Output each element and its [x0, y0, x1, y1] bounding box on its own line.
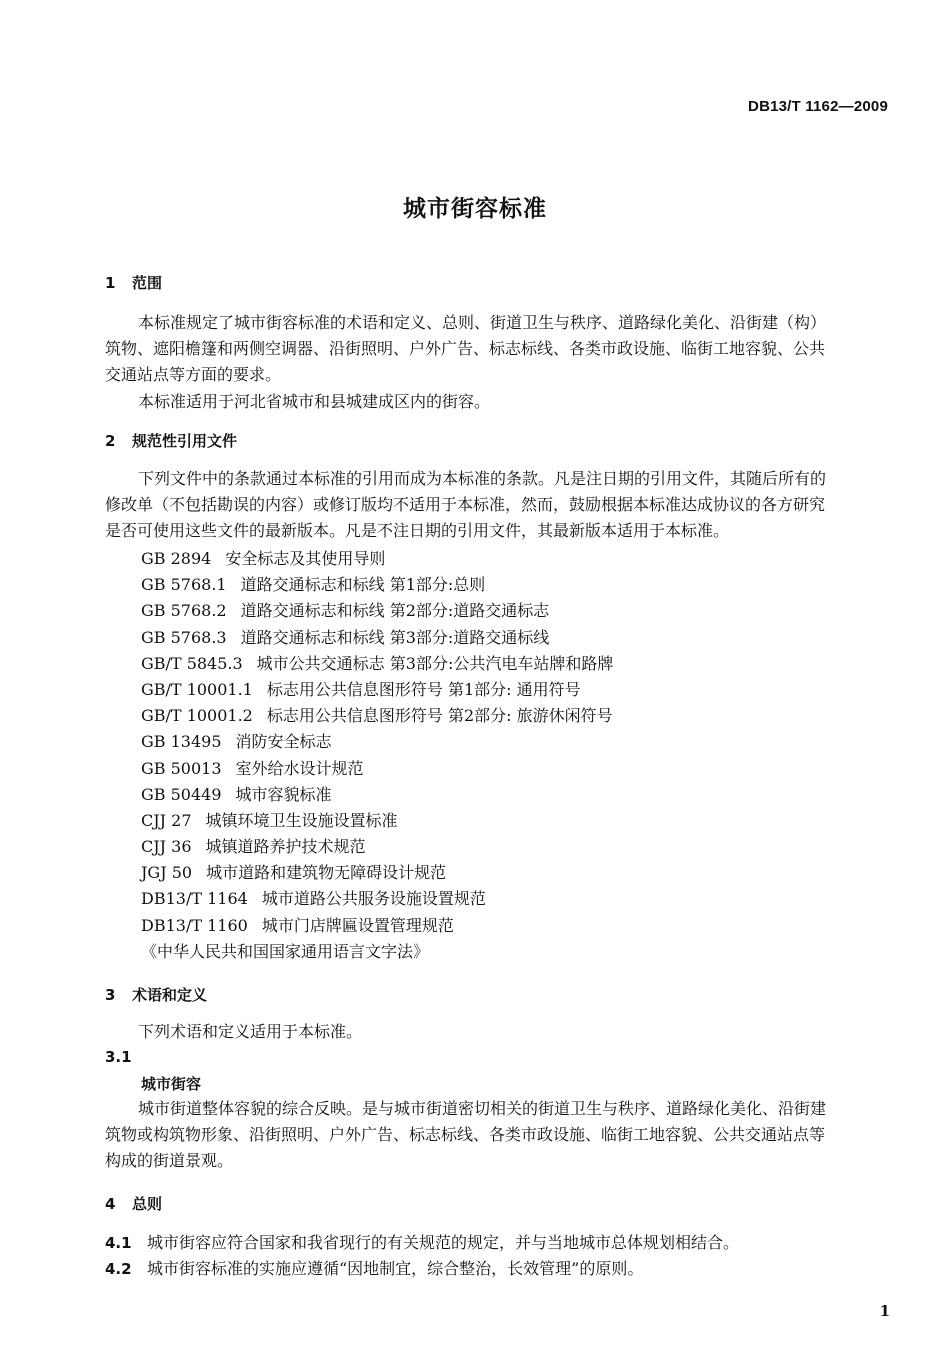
text-line: 下列术语和定义适用于本标准。: [138, 1022, 363, 1041]
reference-name: 城市道路公共服务设施设置规范: [261, 889, 486, 909]
clause-number: 4.1: [105, 1234, 132, 1252]
reference-code: GB 13495: [141, 732, 222, 752]
reference-item: [141, 651, 613, 677]
reference-code: DB13/T 1164: [141, 889, 248, 909]
reference-item: [141, 598, 613, 624]
section-title: 总则: [132, 1195, 163, 1213]
section-3-paragraph-1: [105, 1019, 887, 1045]
reference-item: [141, 939, 613, 965]
reference-code: CJJ 27: [141, 810, 192, 830]
reference-name: 标志用公共信息图形符号 第2部分: 旅游休闲符号: [266, 706, 613, 726]
text-line: 修改单（不包括勘误的内容）或修订版均不适用于本标准，然而，鼓励根据本标准达成协议的各方研究: [105, 495, 826, 514]
reference-item: [141, 782, 613, 808]
reference-item: [141, 834, 613, 860]
text-line: 下列文件中的条款通过本标准的引用而成为本标准的条款。凡是注日期的引用文件，其随后所有的: [138, 469, 827, 488]
section-1-paragraph-1: [105, 310, 887, 388]
clause-4-1: [105, 1230, 739, 1253]
section-title: 术语和定义: [132, 986, 208, 1004]
reference-code: GB 2894: [141, 549, 212, 568]
text-line: 交通站点等方面的要求。: [105, 365, 282, 384]
section-number: 2: [105, 432, 116, 450]
reference-item: [141, 546, 613, 572]
reference-code: GB 5768.3: [141, 627, 227, 647]
reference-name: 城镇道路养护技术规范: [205, 837, 366, 857]
text-line: 筑物、遮阳檐篷和两侧空调器、沿街照明、户外广告、标志标线、各类市政设施、临街工地容貌、公共: [105, 339, 826, 358]
reference-name: 城市容貌标准: [235, 784, 332, 804]
reference-item: [141, 729, 613, 755]
document-number: DB13/T 1162—2009: [748, 98, 888, 115]
reference-item: [141, 860, 613, 886]
section-title: 规范性引用文件: [132, 432, 238, 450]
subclause-number: 3.1: [105, 1048, 132, 1066]
section-2-paragraph-1: [105, 466, 887, 544]
text-line: 是否可使用这些文件的最新版本。凡是不注日期的引用文件，其最新版本适用于本标准。: [105, 521, 730, 540]
reference-item: [141, 913, 613, 939]
reference-code: GB/T 10001.2: [141, 706, 253, 726]
text-line: 筑物或构筑物形象、沿街照明、户外广告、标志标线、各类市政设施、临街工地容貌、公共交通站点等: [105, 1125, 826, 1144]
reference-item: [141, 572, 613, 598]
reference-code: GB 50013: [141, 758, 222, 778]
reference-code: CJJ 36: [141, 837, 192, 857]
section-title: 范围: [132, 274, 163, 292]
section-number: 4: [105, 1195, 116, 1213]
reference-code: GB/T 5845.3: [141, 653, 243, 673]
clause-text: 城市街容标准的实施应遵循“因地制宜，综合整治，长效管理”的原则。: [147, 1259, 644, 1278]
clause-number: 4.2: [105, 1260, 132, 1278]
clause-4-2: [105, 1256, 643, 1279]
reference-name: 道路交通标志和标线 第2部分:道路交通标志: [240, 601, 550, 621]
reference-name: 室外给水设计规范: [235, 758, 364, 778]
reference-item: [141, 625, 613, 651]
reference-code: GB/T 10001.1: [141, 679, 253, 699]
section-2-heading: [105, 430, 237, 451]
reference-name: 城市公共交通标志 第3部分:公共汽电车站牌和路牌: [256, 653, 614, 673]
section-1-heading: [105, 272, 162, 293]
page-number: 1: [879, 1302, 890, 1320]
document-title: 城市街容标准: [403, 196, 547, 222]
term-name: 城市街容: [141, 1075, 202, 1093]
reference-code: JGJ 50: [141, 863, 193, 883]
reference-name: 消防安全标志: [235, 732, 332, 752]
normative-reference-list: [141, 546, 613, 965]
reference-item: [141, 703, 613, 729]
section-3-heading: [105, 984, 207, 1005]
section-4-heading: [105, 1193, 162, 1214]
reference-code: GB 5768.1: [141, 575, 227, 595]
term-definition: [105, 1096, 887, 1174]
reference-item: [141, 886, 613, 912]
reference-name: 城镇环境卫生设施设置标准: [205, 810, 398, 830]
clause-text: 城市街容应符合国家和我省现行的有关规范的规定，并与当地城市总体规划相结合。: [147, 1233, 740, 1252]
reference-name: 安全标志及其使用导则: [225, 549, 386, 568]
section-number: 3: [105, 986, 116, 1004]
reference-item: [141, 756, 613, 782]
section-1-paragraph-2: [105, 389, 887, 415]
reference-code: GB 5768.2: [141, 601, 227, 621]
reference-name: 城市门店牌匾设置管理规范: [261, 915, 454, 935]
text-line: 构成的街道景观。: [105, 1151, 234, 1170]
reference-code: GB 50449: [141, 784, 222, 804]
reference-name: 标志用公共信息图形符号 第1部分: 通用符号: [266, 679, 581, 699]
reference-name: 城市道路和建筑物无障碍设计规范: [206, 863, 447, 883]
reference-name: 道路交通标志和标线 第3部分:道路交通标线: [240, 627, 550, 647]
text-line: 本标准适用于河北省城市和县城建成区内的街容。: [138, 392, 491, 411]
section-number: 1: [105, 274, 116, 292]
reference-name: 道路交通标志和标线 第1部分:总则: [240, 575, 486, 595]
text-line: 本标准规定了城市街容标准的术语和定义、总则、街道卫生与秩序、道路绿化美化、沿街建（构）: [138, 313, 827, 332]
reference-item: [141, 677, 613, 703]
reference-name: 《中华人民共和国国家通用语言文字法》: [141, 941, 430, 961]
text-line: 城市街道整体容貌的综合反映。是与城市街道密切相关的街道卫生与秩序、道路绿化美化、沿街建: [138, 1099, 827, 1118]
reference-code: DB13/T 1160: [141, 915, 248, 935]
reference-item: [141, 808, 613, 834]
